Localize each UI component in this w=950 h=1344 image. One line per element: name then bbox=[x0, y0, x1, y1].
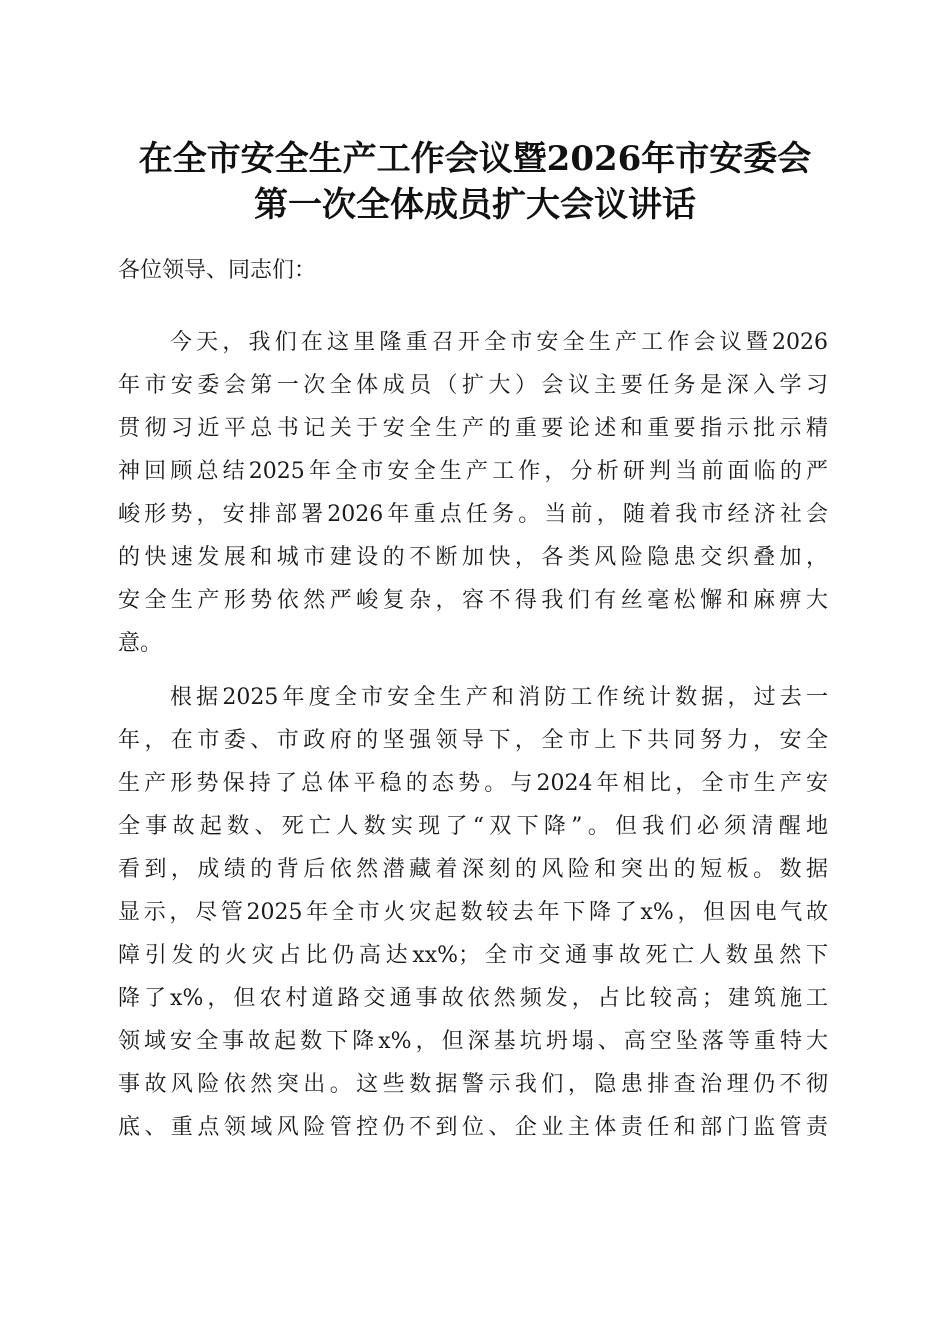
paragraph-2-line: 底、重点领域风险管控仍不到位、企业主体责任和部门监管责 bbox=[118, 1115, 828, 1140]
paragraph-2-line: 年，在市委、市政府的坚强领导下，全市上下共同努力，安全 bbox=[118, 728, 828, 753]
paragraph-1-line: 年市安委会第一次全体成员（扩大）会议主要任务是深入学习 bbox=[118, 373, 828, 398]
paragraph-1-line: 今天，我们在这里隆重召开全市安全生产工作会议暨2026 bbox=[170, 330, 828, 355]
paragraph-2-line: 看到，成绩的背后依然潜藏着深刻的风险和突出的短板。数据 bbox=[118, 857, 828, 882]
document-title-line-2: 第一次全体成员扩大会议讲话 bbox=[254, 185, 696, 225]
paragraph-2-line: 事故风险依然突出。这些数据警示我们，隐患排查治理仍不彻 bbox=[118, 1072, 828, 1097]
paragraph-2-line: 障引发的火灾占比仍高达xx%；全市交通事故死亡人数虽然下 bbox=[118, 943, 828, 968]
paragraph-1-line: 安全生产形势依然严峻复杂，容不得我们有丝毫松懈和麻痹大 bbox=[118, 588, 828, 613]
paragraph-2-line: 根据2025年度全市安全生产和消防工作统计数据，过去一 bbox=[170, 685, 828, 710]
document-title-line-1: 在全市安全生产工作会议暨2026年市安委会 bbox=[138, 139, 812, 179]
paragraph-2-line: 生产形势保持了总体平稳的态势。与2024年相比，全市生产安 bbox=[118, 771, 828, 796]
paragraph-1-line: 神回顾总结2025年全市安全生产工作，分析研判当前面临的严 bbox=[118, 459, 828, 484]
paragraph-2-line: 领域安全事故起数下降x%，但深基坑坍塌、高空坠落等重特大 bbox=[118, 1029, 828, 1054]
paragraph-1-line: 意。 bbox=[118, 631, 163, 656]
paragraph-2-line: 全事故起数、死亡人数实现了“双下降”。但我们必须清醒地 bbox=[118, 814, 828, 839]
paragraph-1-line: 贯彻习近平总书记关于安全生产的重要论述和重要指示批示精 bbox=[118, 416, 828, 441]
paragraph-2-line: 降了x%，但农村道路交通事故依然频发，占比较高；建筑施工 bbox=[118, 986, 828, 1011]
paragraph-1-line: 峻形势，安排部署2026年重点任务。当前，随着我市经济社会 bbox=[118, 502, 828, 527]
paragraph-1-line: 的快速发展和城市建设的不断加快，各类风险隐患交织叠加， bbox=[118, 545, 828, 570]
paragraph-2-line: 显示，尽管2025年全市火灾起数较去年下降了x%，但因电气故 bbox=[118, 900, 828, 925]
salutation: 各位领导、同志们： bbox=[118, 258, 317, 283]
